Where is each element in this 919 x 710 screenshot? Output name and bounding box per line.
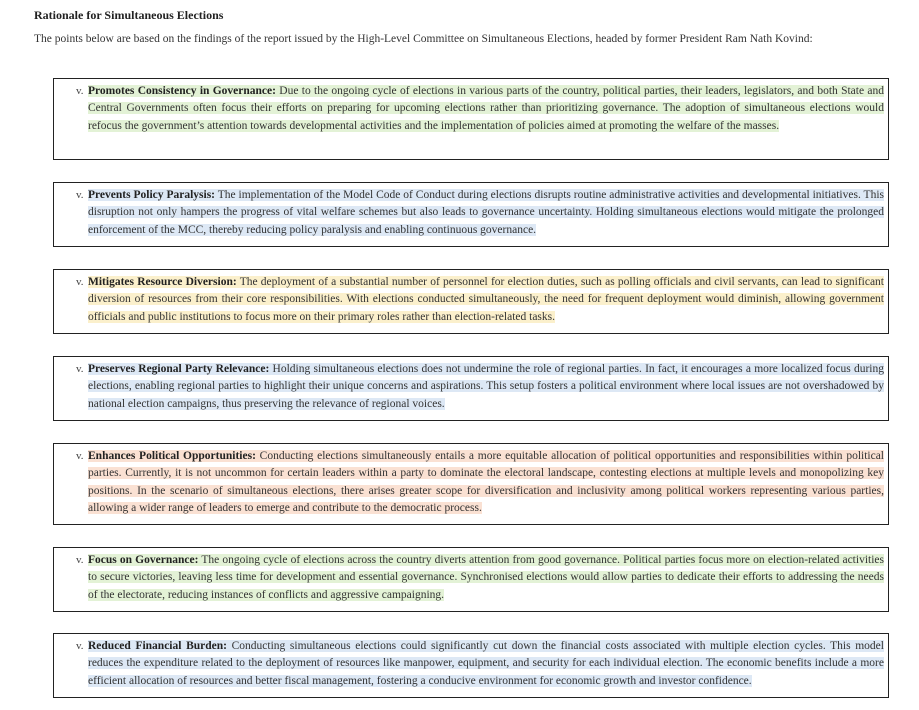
- point-box-political-opportunities: [53, 443, 889, 525]
- item-body: The ongoing cycle of elections across the country diverts attention from good governance. Political parties focus more on election-related activities to secure victories, leaving less time for development and essential governance. Synchronised elections would allow parties to dedicate their efforts to addressing the needs of the electorate, reducing instances of conflicts and aggressive campaigning.: [88, 554, 884, 601]
- list-item: [76, 274, 884, 326]
- list-item: [76, 83, 884, 135]
- item-title: Prevents Policy Paralysis:: [88, 189, 216, 201]
- point-box-consistency: [53, 78, 889, 160]
- item-title: Enhances Political Opportunities:: [88, 450, 256, 462]
- item-text: [88, 640, 884, 687]
- item-title: Preserves Regional Party Relevance:: [88, 363, 270, 375]
- list-marker: v.: [76, 554, 84, 566]
- list-item: [76, 361, 884, 413]
- item-body: Conducting elections simultaneously entails a more equitable allocation of political opportunities and responsibilities within political parties. Currently, it is not uncommon for certain leaders within a party to dominate the electoral landscape, contesting elections at multiple levels and monopolizing key positions. In the scenario of simultaneous elections, there arises greater scope for diversification and inclusivity among political workers representing various parties, allowing a wider range of leaders to emerge and contribute to the democratic process.: [88, 450, 885, 515]
- list-marker: v.: [76, 189, 84, 201]
- item-title: Reduced Financial Burden:: [88, 640, 227, 652]
- item-title: Promotes Consistency in Governance:: [88, 85, 276, 97]
- section-heading: Rationale for Simultaneous Elections: [34, 8, 224, 22]
- list-marker: v.: [76, 276, 84, 288]
- item-text: [88, 85, 884, 132]
- list-marker: v.: [76, 640, 84, 652]
- item-text: [88, 450, 884, 514]
- item-text: [88, 276, 884, 323]
- item-body: Due to the ongoing cycle of elections in various parts of the country, political parties, their leaders, legislators, and both State and Central Governments often focus their efforts on preparing for upcoming elections rather than prioritizing governance. The adoption of simultaneous elections would refocus the government’s attention towards developmental activities and the implementation of policies aimed at promoting the welfare of the masses.: [88, 85, 884, 132]
- item-body: Holding simultaneous elections does not undermine the role of regional parties. In fact, it encourages a more localized focus during elections, enabling regional parties to highlight their unique concerns and aspirations. This setup fosters a political environment where local issues are not overshadowed by national election campaigns, thus preserving the relevance of regional voices.: [88, 363, 884, 410]
- list-item: [76, 187, 884, 239]
- list-item: [76, 448, 884, 518]
- item-text: [88, 554, 884, 601]
- item-body: Conducting simultaneous elections could significantly cut down the financial costs associated with multiple election cycles. This model reduces the expenditure related to the deployment of resources like manpower, equipment, and security for each individual election. The economic benefits include a more efficient allocation of resources and better fiscal management, fostering a conducive environment for economic growth and investor confidence.: [88, 640, 884, 687]
- point-box-focus-governance: [53, 547, 889, 612]
- point-box-policy-paralysis: [53, 182, 889, 247]
- item-text: [88, 189, 884, 236]
- list-marker: v.: [76, 363, 84, 375]
- list-item: [76, 552, 884, 604]
- list-item: [76, 638, 884, 690]
- item-body: The implementation of the Model Code of Conduct during elections disrupts routine administrative activities and developmental initiatives. This disruption not only hampers the progress of vital welfare schemes but also leads to governance uncertainty. Holding simultaneous elections would mitigate the prolonged enforcement of the MCC, thereby reducing policy paralysis and enabling continuous governance.: [88, 189, 884, 236]
- list-marker: v.: [76, 85, 84, 97]
- item-body: The deployment of a substantial number of personnel for election duties, such as polling officials and civil servants, can lead to significant diversion of resources from their core responsibilities. With elections conducted simultaneously, the need for frequent deployment would diminish, allowing government officials and public institutions to focus more on their primary roles rather than election-related tasks.: [88, 276, 884, 323]
- list-marker: v.: [76, 450, 84, 462]
- point-box-financial-burden: [53, 633, 889, 698]
- item-title: Focus on Governance:: [88, 554, 199, 566]
- point-box-regional-party: [53, 356, 889, 421]
- intro-paragraph: The points below are based on the findings of the report issued by the High-Level Committee on Simultaneous Elections, headed by former President Ram Nath Kovind:: [34, 33, 813, 45]
- item-title: Mitigates Resource Diversion:: [88, 276, 237, 288]
- point-box-resource-diversion: [53, 269, 889, 334]
- item-text: [88, 363, 884, 410]
